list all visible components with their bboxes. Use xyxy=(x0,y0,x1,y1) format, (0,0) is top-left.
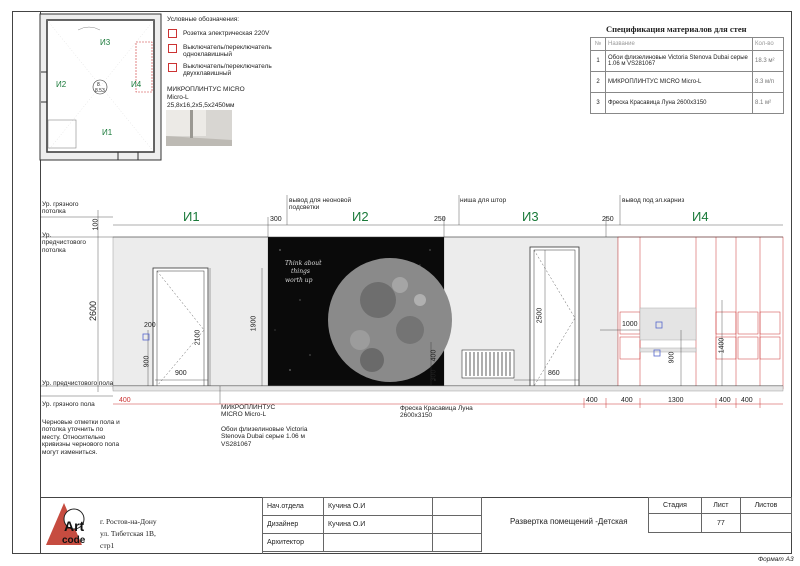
table-row: 2 МИКРОПЛИНТУС MICRO Micro-L 8.3 м/п xyxy=(591,72,784,93)
plan-area-top: 8 xyxy=(97,82,100,88)
dim-250a: 250 xyxy=(434,216,446,223)
wall-label-i3: И3 xyxy=(522,209,539,224)
note-curtain: ниша для штор xyxy=(460,197,507,204)
dim-2600: 2600 xyxy=(88,300,99,322)
table-row: Архитектор xyxy=(263,534,482,552)
level-finish-ceiling: Ур. предчистового потолка xyxy=(42,232,87,254)
dim-1900: 1900 xyxy=(250,315,258,332)
dim-1000: 1000 xyxy=(622,321,638,328)
plan-label-i2: И2 xyxy=(56,80,67,89)
svg-text:code: code xyxy=(62,535,86,546)
note-cornice: вывод под эл.карниз xyxy=(622,197,685,204)
dim-300: 300 xyxy=(270,216,282,223)
roles-table xyxy=(262,497,482,552)
table-row: 1 Обои флизелиновые Victoria Stenova Dubai серые 1.06 м VS281067 18.3 м² xyxy=(591,51,784,72)
spec-header-qty: Кол-во xyxy=(753,38,784,51)
address: г. Ростов-на-Дону ул. Тибетская 1В, стр1 xyxy=(100,517,157,550)
table-row: Дизайнер Кучина О.И xyxy=(263,516,482,534)
dim-bottom-1300: 1300 xyxy=(668,397,684,404)
dim-bottom-400a: 400 xyxy=(119,397,131,404)
plinth-model: Micro-L xyxy=(167,94,189,101)
wall-label-i1: И1 xyxy=(183,209,200,224)
note-neon: вывод для неоновой подсветки xyxy=(289,197,352,212)
dim-860: 860 xyxy=(548,370,560,377)
level-finish-floor: Ур. предчистового пола xyxy=(42,380,114,387)
logo xyxy=(42,499,96,549)
fresco-text: Think about things worth up xyxy=(285,260,322,284)
legend-item-switch2: Выключатель/переключатель двухклавишный xyxy=(168,63,293,78)
table-row: 3 Фреска Красавица Луна 2600х3150 8.1 м² xyxy=(591,93,784,114)
plan-label-i1: И1 xyxy=(102,128,113,137)
drawing-title: Развертка помещений -Детская xyxy=(510,517,628,526)
wall-label-i2: И2 xyxy=(352,209,369,224)
legend-title: Условные обозначения: xyxy=(167,16,240,23)
dim-2500: 2500 xyxy=(536,307,544,324)
spec-header-name: Название xyxy=(606,38,753,51)
spec-header-num: № xyxy=(591,38,606,51)
plinth-size: 25,8х16,2х5,5х2450мм xyxy=(167,102,235,109)
dim-200: 200 xyxy=(144,322,156,329)
dim-100: 100 xyxy=(92,218,100,231)
plan-label-i3: И3 xyxy=(100,38,111,47)
legend-item-switch1: Выключатель/переключатель одноклавишный xyxy=(168,44,293,59)
plan-label-i4: И4 xyxy=(131,80,142,89)
dim-400a: 400 xyxy=(430,349,438,362)
callout-plinth: МИКРОПЛИНТУС MICRO Micro-L xyxy=(221,404,276,419)
dim-bottom-400d: 400 xyxy=(719,397,731,404)
dim-900b: 900 xyxy=(175,370,187,377)
callout-fresco: Фреска Красавица Луна 2600х3150 xyxy=(400,405,473,420)
dim-bottom-400e: 400 xyxy=(741,397,753,404)
level-rough-ceiling: Ур. грязного потолка xyxy=(42,201,79,216)
dim-250b: 250 xyxy=(602,216,614,223)
table-row: Нач.отдела Кучина О.И xyxy=(263,498,482,516)
spec-title: Спецификация материалов для стен xyxy=(606,24,747,34)
dim-900a: 900 xyxy=(143,355,151,368)
dim-300b: 300 xyxy=(430,369,438,382)
dim-bottom-400b: 400 xyxy=(586,397,598,404)
plan-area-bottom: 8.53 xyxy=(95,88,105,94)
dim-bottom-400c: 400 xyxy=(621,397,633,404)
plinth-title: МИКРОПЛИНТУС MICRO xyxy=(167,86,245,93)
svg-text:Art: Art xyxy=(64,518,85,534)
dim-2100: 2100 xyxy=(194,329,202,346)
level-rough-floor: Ур. грязного пола xyxy=(42,401,95,408)
wall-label-i4: И4 xyxy=(692,209,709,224)
dim-900c: 900 xyxy=(668,351,676,364)
callout-wallpaper: Обои флизелиновые Victoria Stenova Dubai серые 1.06 м VS281067 xyxy=(221,426,308,448)
format-label: Формат А3 xyxy=(758,556,794,563)
dim-1400: 1400 xyxy=(718,337,726,354)
note-floor: Черновые отметки пола и потолка уточнить по месту. Относительно кривизны чернового пола могут измениться. xyxy=(42,419,120,456)
sheet-table: Стадия Лист Листов 77 xyxy=(648,497,792,533)
legend-item-socket: Розетка электрическая 220V xyxy=(168,29,269,38)
